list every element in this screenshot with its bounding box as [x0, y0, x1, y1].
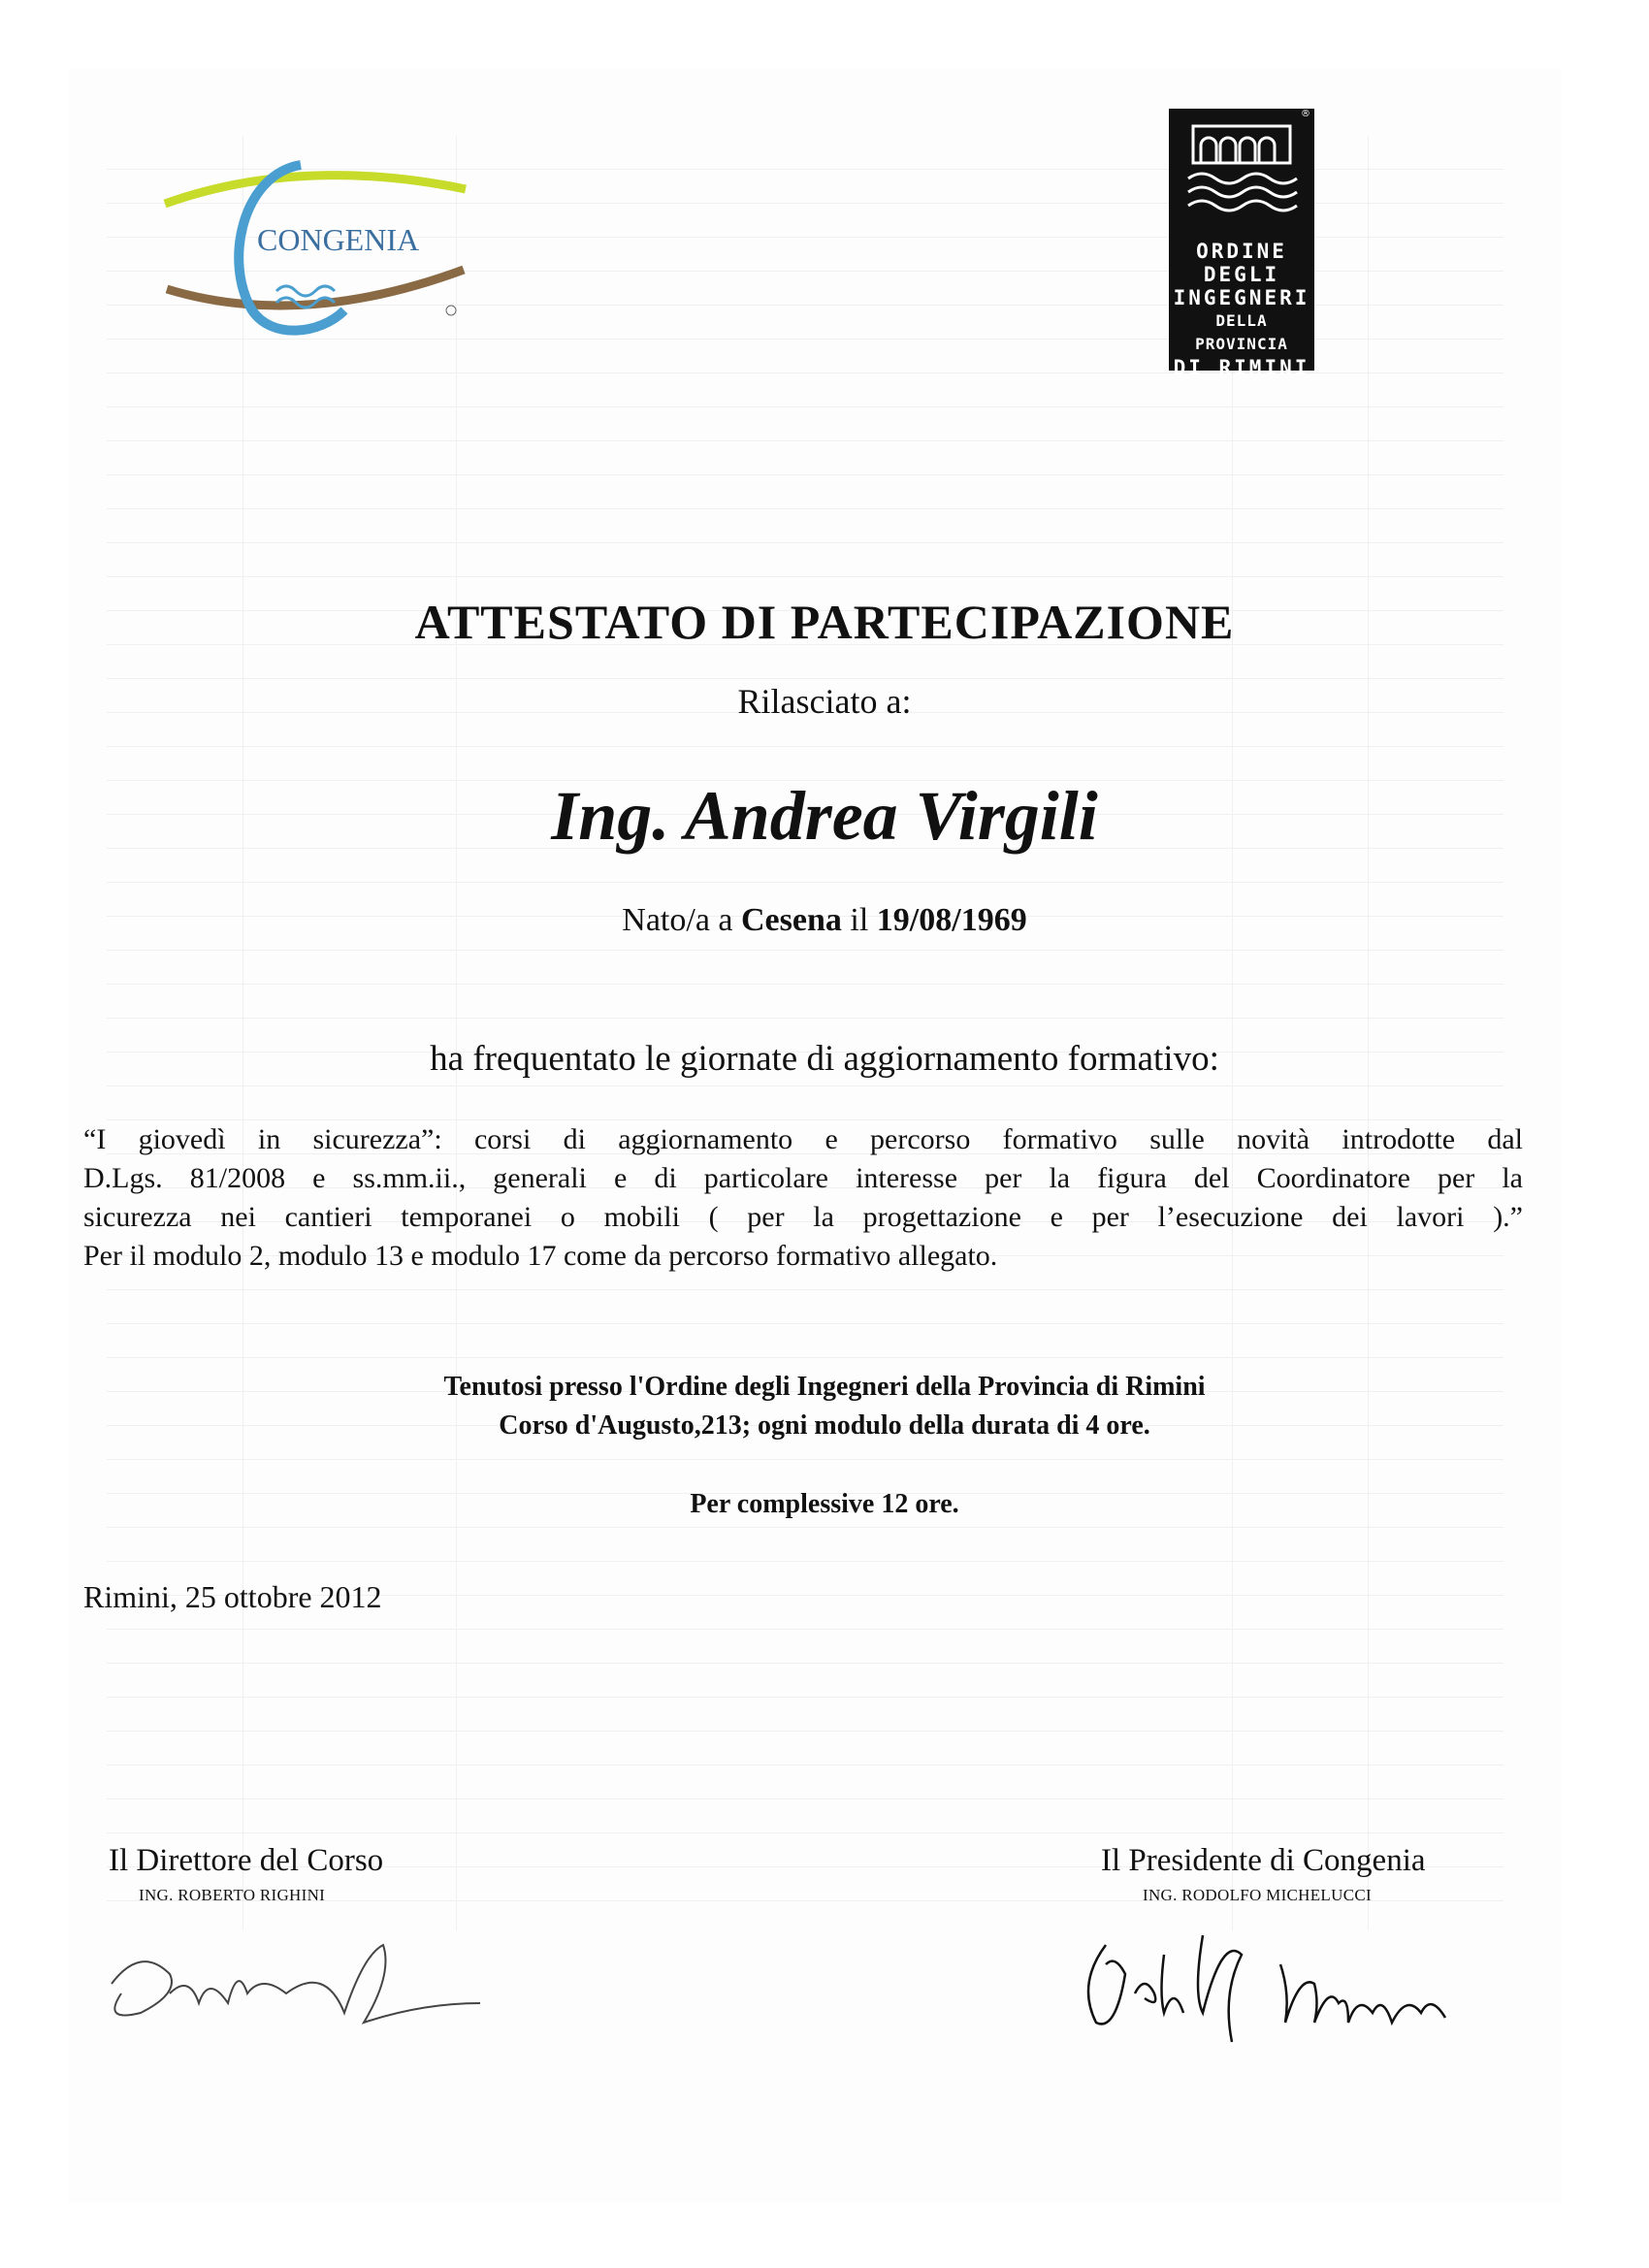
congenia-logo: [155, 146, 475, 340]
attended-statement: ha frequentato le giornate di aggiornamento formativo:: [430, 1039, 1219, 1079]
birth-info: [0, 902, 1649, 939]
ordine-word-4: DI RIMINI: [1173, 356, 1310, 379]
born-date: 19/08/1969: [876, 902, 1027, 938]
description-line: sicurezza nei cantieri temporanei o mobili ( per la progettazione e per l’esecuzione dei lavori ).”: [83, 1201, 1523, 1233]
director-name: ING. ROBERTO RIGHINI: [139, 1886, 326, 1904]
congenia-green-arc: [165, 176, 466, 204]
venue-line-2: Corso d'Augusto,213; ogni modulo della durata di 4 ore.: [499, 1410, 1150, 1441]
place-and-date: Rimini, 25 ottobre 2012: [83, 1579, 382, 1614]
ordine-ingegneri-logo: ® ORDINE DEGLI INGEGNERI DELLA PROVINCIA DI RIMINI: [1169, 109, 1314, 371]
issued-to-label: Rilasciato a:: [737, 682, 912, 721]
president-role: Il Presidente di Congenia: [1101, 1843, 1426, 1878]
born-prefix: Nato/a a: [622, 902, 733, 938]
congenia-logo-text: CONGENIA: [257, 222, 420, 257]
congenia-brown-arc: [167, 270, 464, 306]
ordine-word-1: ORDINE DEGLI: [1196, 240, 1287, 286]
born-mid: il: [850, 902, 869, 938]
description-line: Per il modulo 2, modulo 13 e modulo 17 come da percorso formativo allegato.: [83, 1240, 998, 1272]
certificate-title: ATTESTATO DI PARTECIPAZIONE: [414, 595, 1235, 649]
description-line: D.Lgs. 81/2008 e ss.mm.ii., generali e di particolare interesse per la figura del Coordinatore per la: [83, 1162, 1523, 1194]
course-description: [83, 1120, 1523, 1276]
description-line: “I giovedì in sicurezza”: corsi di aggiornamento e percorso formativo sulle novità introdotte dal: [83, 1123, 1523, 1155]
ordine-word-3: DELLA PROVINCIA: [1195, 311, 1288, 353]
venue-line-1: Tenutosi presso l'Ordine degli Ingegneri della Provincia di Rimini: [443, 1372, 1206, 1402]
president-name: ING. RODOLFO MICHELUCCI: [1143, 1886, 1372, 1904]
director-role: Il Direttore del Corso: [109, 1843, 384, 1878]
born-city: Cesena: [741, 902, 842, 938]
arch-waves-icon: [1183, 118, 1300, 230]
recipient-name: Ing. Andrea Virgili: [551, 777, 1098, 855]
total-hours: Per complessive 12 ore.: [690, 1489, 959, 1519]
president-signature: [1067, 1916, 1533, 2061]
venue-info: [0, 1368, 1649, 1445]
ordine-word-2: INGEGNERI: [1173, 286, 1310, 309]
director-signature: [92, 1916, 519, 2042]
